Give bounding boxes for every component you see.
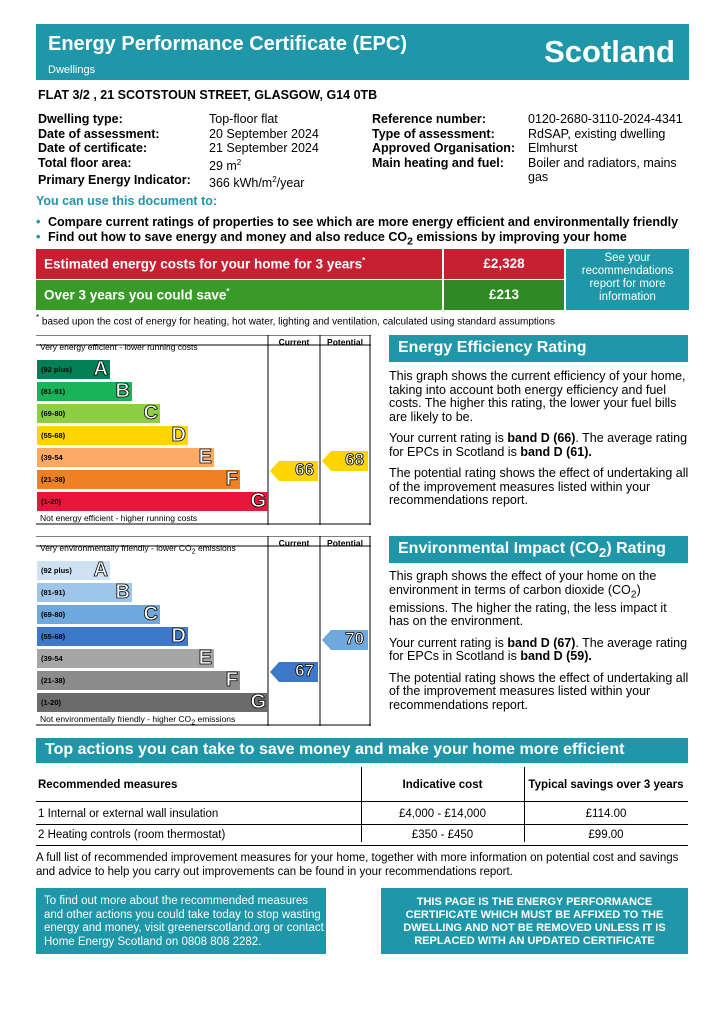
detail-value <box>209 156 359 174</box>
potential-rating-arrow <box>322 451 368 471</box>
measure-cell: 2 Heating controls (room thermostat) <box>38 829 226 841</box>
bullet-icon: • <box>36 230 41 244</box>
potential-rating-arrow <box>322 630 368 650</box>
ee-p2-b: band D (66) <box>507 431 576 445</box>
band-range-label: (69-80) <box>41 409 66 418</box>
bullet-text <box>48 230 627 250</box>
environmental-impact-chart <box>36 536 371 726</box>
top-label-a: Very environmentally friendly - lower CO <box>40 543 192 553</box>
rating-band-d <box>37 426 188 445</box>
ee-p2-a: Your current rating is <box>389 431 508 445</box>
affix-notice-box: THIS PAGE IS THE ENERGY PERFORMANCE CERTIFICATE WHICH MUST BE AFFIXED TO THE DWELLING AND NOT BE REMOVED UNLESS IT IS REPLACED WITH AN UPDATED CERTIFICATE <box>381 888 688 954</box>
current-rating-arrow <box>270 461 318 481</box>
band-range-label: (21-38) <box>41 475 66 484</box>
find-out-more-box: To find out more about the recommended measures and other actions you could take today to stop wasting energy and money, visit greenerscotland.org or contact Home Energy Scotland on 0808 808 2282. <box>36 888 326 954</box>
band-letter: A <box>93 358 108 380</box>
ei-paragraph-1 <box>389 570 689 629</box>
measure-cell: 1 Internal or external wall insulation <box>38 808 219 820</box>
use-document-heading: You can use this document to: <box>36 194 218 208</box>
band-letter: C <box>143 402 158 424</box>
environmental-impact-text <box>389 570 689 720</box>
chart-bottom-label <box>40 714 235 727</box>
detail-label: Date of assessment: <box>38 126 160 141</box>
savings-cell: £114.00 <box>585 808 627 820</box>
bottom-label-b: emissions <box>195 714 236 724</box>
ei-p2-d: band D (59). <box>520 649 592 663</box>
detail-row <box>372 127 692 142</box>
region-label: Scotland <box>544 34 675 69</box>
ei-p2-c: . The average rating for EPCs in Scotland is <box>389 635 688 663</box>
ei-p2-b: band D (67) <box>507 635 576 650</box>
band-range-label: (21-38) <box>41 676 66 685</box>
ei-paragraph-2 <box>389 637 689 664</box>
band-letter: F <box>225 468 238 490</box>
pei-sup: 2 <box>272 175 277 185</box>
chart-top-label: Very energy efficient - lower running costs <box>40 342 198 352</box>
detail-label: Dwelling type: <box>38 112 123 126</box>
bullet-text-b: emissions by improving your home <box>412 230 627 244</box>
table-divider <box>361 767 362 842</box>
detail-label: Total floor area: <box>38 155 132 170</box>
estimated-cost-value: £2,328 <box>444 249 564 279</box>
ee-paragraph-2 <box>389 432 689 459</box>
list-item <box>36 230 678 250</box>
detail-label: Main heating and fuel: <box>372 155 504 170</box>
epc-header <box>36 24 689 80</box>
ei-heading-b: ) Rating <box>606 540 666 557</box>
detail-value: 20 September 2024 <box>209 126 319 141</box>
savings-value: £213 <box>444 280 564 310</box>
detail-value: 0120-2680-3110-2024-4341 <box>528 112 683 126</box>
ei-p2-a: Your current rating is <box>389 635 508 650</box>
detail-value: Elmhurst <box>528 141 578 155</box>
rating-band-e <box>37 649 214 668</box>
chart-bottom-label: Not energy efficient - higher running costs <box>40 513 198 523</box>
ei-p1-b: ) emissions. The higher the rating, the less impact it has on the environment. <box>389 582 667 628</box>
detail-value: Top-floor flat <box>209 112 278 126</box>
energy-efficiency-text <box>389 370 689 516</box>
current-column-header: Current <box>278 337 310 347</box>
table-header-row <box>36 779 688 791</box>
top-actions-heading: Top actions you can take to save money and make your home more efficient <box>36 738 688 763</box>
asterisk-mark: * <box>362 256 366 265</box>
property-details-left <box>38 112 359 191</box>
floor-area-sup: 2 <box>236 157 242 167</box>
band-letter: E <box>198 446 212 468</box>
current-column-header: Current <box>278 538 310 548</box>
cost-cell: £350 - £450 <box>411 829 474 841</box>
detail-label: Approved Organisation: <box>372 141 516 155</box>
property-details-right <box>372 112 692 185</box>
savings-label <box>36 280 442 310</box>
energy-efficiency-chart <box>36 335 371 525</box>
ei-p1-a: This graph shows the effect of your home on the environment in terms of carbon dioxide (CO <box>389 569 657 597</box>
band-letter: B <box>115 380 130 402</box>
band-letter: D <box>171 625 186 647</box>
savings-cell: £99.00 <box>588 829 624 841</box>
band-letter: A <box>93 559 108 581</box>
band-letter: G <box>250 490 266 512</box>
ei-paragraph-3: The potential rating shows the effect of undertaking all of the improvement measures listed within your recommendations report. <box>389 670 689 712</box>
certificate-title: Energy Performance Certificate (EPC) <box>48 33 408 55</box>
pei-value: 366 kWh/m <box>209 176 273 191</box>
detail-label: Reference number: <box>372 112 486 126</box>
certificate-subtitle: Dwellings <box>48 64 96 76</box>
current-rating-value: 67 <box>295 661 314 680</box>
detail-row <box>38 156 359 174</box>
rating-band-a <box>37 561 110 580</box>
co2-sub: 2 <box>191 718 196 727</box>
top-label-b: emissions <box>195 543 236 553</box>
rating-band-e <box>37 448 214 467</box>
co2-sub: 2 <box>191 547 196 556</box>
band-range-label: (92 plus) <box>41 365 72 374</box>
chart-top-label <box>40 543 236 556</box>
band-range-label: (1-20) <box>41 698 62 707</box>
measures-column-header: Recommended measures <box>38 779 178 791</box>
full-list-note: A full list of recommended improvement measures for your home, together with more information on potential cost and savings and advice to help you carry out improvements can be found in your recommendations report. <box>36 852 679 878</box>
rating-band-f <box>37 470 240 489</box>
footnote-mark: * <box>36 313 40 322</box>
cost-footnote <box>36 313 555 327</box>
pei-unit: /year <box>276 176 305 191</box>
detail-row <box>38 127 359 142</box>
detail-value: 21 September 2024 <box>209 141 319 155</box>
cost-cell: £4,000 - £14,000 <box>399 808 486 820</box>
detail-row <box>372 141 692 156</box>
detail-label: Primary Energy Indicator: <box>38 173 191 188</box>
table-row <box>36 829 688 841</box>
co2-sub: 2 <box>630 589 637 600</box>
detail-row <box>38 173 359 191</box>
table-rule <box>36 824 688 825</box>
detail-label: Type of assessment: <box>372 126 495 141</box>
table-divider <box>524 767 525 842</box>
band-range-label: (69-80) <box>41 610 66 619</box>
band-range-label: (55-68) <box>41 632 66 641</box>
savings-column-header: Typical savings over 3 years <box>528 779 684 791</box>
potential-column-header: Potential <box>327 337 363 347</box>
co2-sub: 2 <box>598 545 607 561</box>
band-letter: D <box>171 424 186 446</box>
band-letter: C <box>143 603 158 625</box>
estimated-cost-text: Estimated energy costs for your home for 3 years <box>44 256 363 272</box>
ee-p2-c: . The average rating for EPCs in Scotland is <box>389 431 688 459</box>
cost-column-header: Indicative cost <box>402 779 483 791</box>
asterisk-mark: * <box>226 287 230 296</box>
rating-band-c <box>37 605 160 624</box>
bottom-label-a: Not environmentally friendly - higher CO <box>40 714 192 724</box>
detail-value: RdSAP, existing dwelling <box>528 126 666 141</box>
band-range-label: (81-91) <box>41 588 66 597</box>
environmental-impact-heading <box>389 536 688 563</box>
detail-value: Boiler and radiators, mains gas <box>528 155 677 184</box>
detail-value <box>209 173 359 191</box>
band-letter: B <box>115 581 130 603</box>
detail-row <box>38 141 359 156</box>
rating-band-d <box>37 627 188 646</box>
rating-band-c <box>37 404 160 423</box>
band-range-label: (81-91) <box>41 387 66 396</box>
ee-paragraph-1: This graph shows the current efficiency of your home, taking into account both energy efficiency and fuel costs. The higher this rating, the lower your fuel bills are likely to be. <box>389 369 686 424</box>
ee-p2-d: band D (61). <box>520 444 592 459</box>
property-address: FLAT 3/2 , 21 SCOTSTOUN STREET, GLASGOW, G14 0TB <box>38 88 378 102</box>
table-rule <box>36 845 688 846</box>
band-range-label: (1-20) <box>41 497 62 506</box>
detail-row <box>372 112 692 127</box>
bullet-text: Compare current ratings of properties to see which are more energy efficient and environmentally friendly <box>48 215 679 229</box>
footnote-text: based upon the cost of energy for heating, hot water, lighting and ventilation, calculated using standard assumptions <box>39 316 556 328</box>
detail-row <box>38 112 359 127</box>
rating-band-g <box>37 693 268 712</box>
rating-band-f <box>37 671 240 690</box>
band-range-label: (39-54 <box>41 654 63 663</box>
band-letter: F <box>225 669 238 691</box>
rating-band-a <box>37 360 110 379</box>
current-rating-arrow <box>270 662 318 682</box>
energy-efficiency-heading: Energy Efficiency Rating <box>389 335 688 362</box>
potential-column-header: Potential <box>327 538 363 548</box>
see-recommendations-box: See your recommendations report for more information <box>566 249 689 310</box>
ei-heading-a: Environmental Impact (CO <box>398 540 599 557</box>
band-range-label: (92 plus) <box>41 566 72 575</box>
list-item <box>36 215 678 230</box>
bullet-text-a: Find out how to save energy and money and also reduce CO <box>48 230 408 244</box>
rating-band-g <box>37 492 268 511</box>
band-letter: G <box>250 691 266 713</box>
use-document-list <box>36 215 678 250</box>
rating-band-b <box>37 382 132 401</box>
ee-paragraph-3: The potential rating shows the effect of undertaking all of the improvement measures listed within your recommendations report. <box>389 466 689 507</box>
table-rule <box>36 801 688 802</box>
estimated-cost-label <box>36 249 442 279</box>
detail-row <box>372 156 692 185</box>
rating-band-b <box>37 583 132 602</box>
potential-rating-value: 68 <box>345 450 364 469</box>
detail-label: Date of certificate: <box>38 141 148 155</box>
potential-rating-value: 70 <box>345 629 364 648</box>
co2-sub: 2 <box>407 236 413 248</box>
floor-area-value: 29 m <box>209 158 237 173</box>
band-range-label: (55-68) <box>41 431 66 440</box>
bullet-icon: • <box>36 215 41 229</box>
current-rating-value: 66 <box>295 460 314 479</box>
band-range-label: (39-54 <box>41 453 63 462</box>
band-letter: E <box>198 647 212 669</box>
table-row <box>36 808 688 820</box>
savings-text: Over 3 years you could save <box>44 287 227 303</box>
